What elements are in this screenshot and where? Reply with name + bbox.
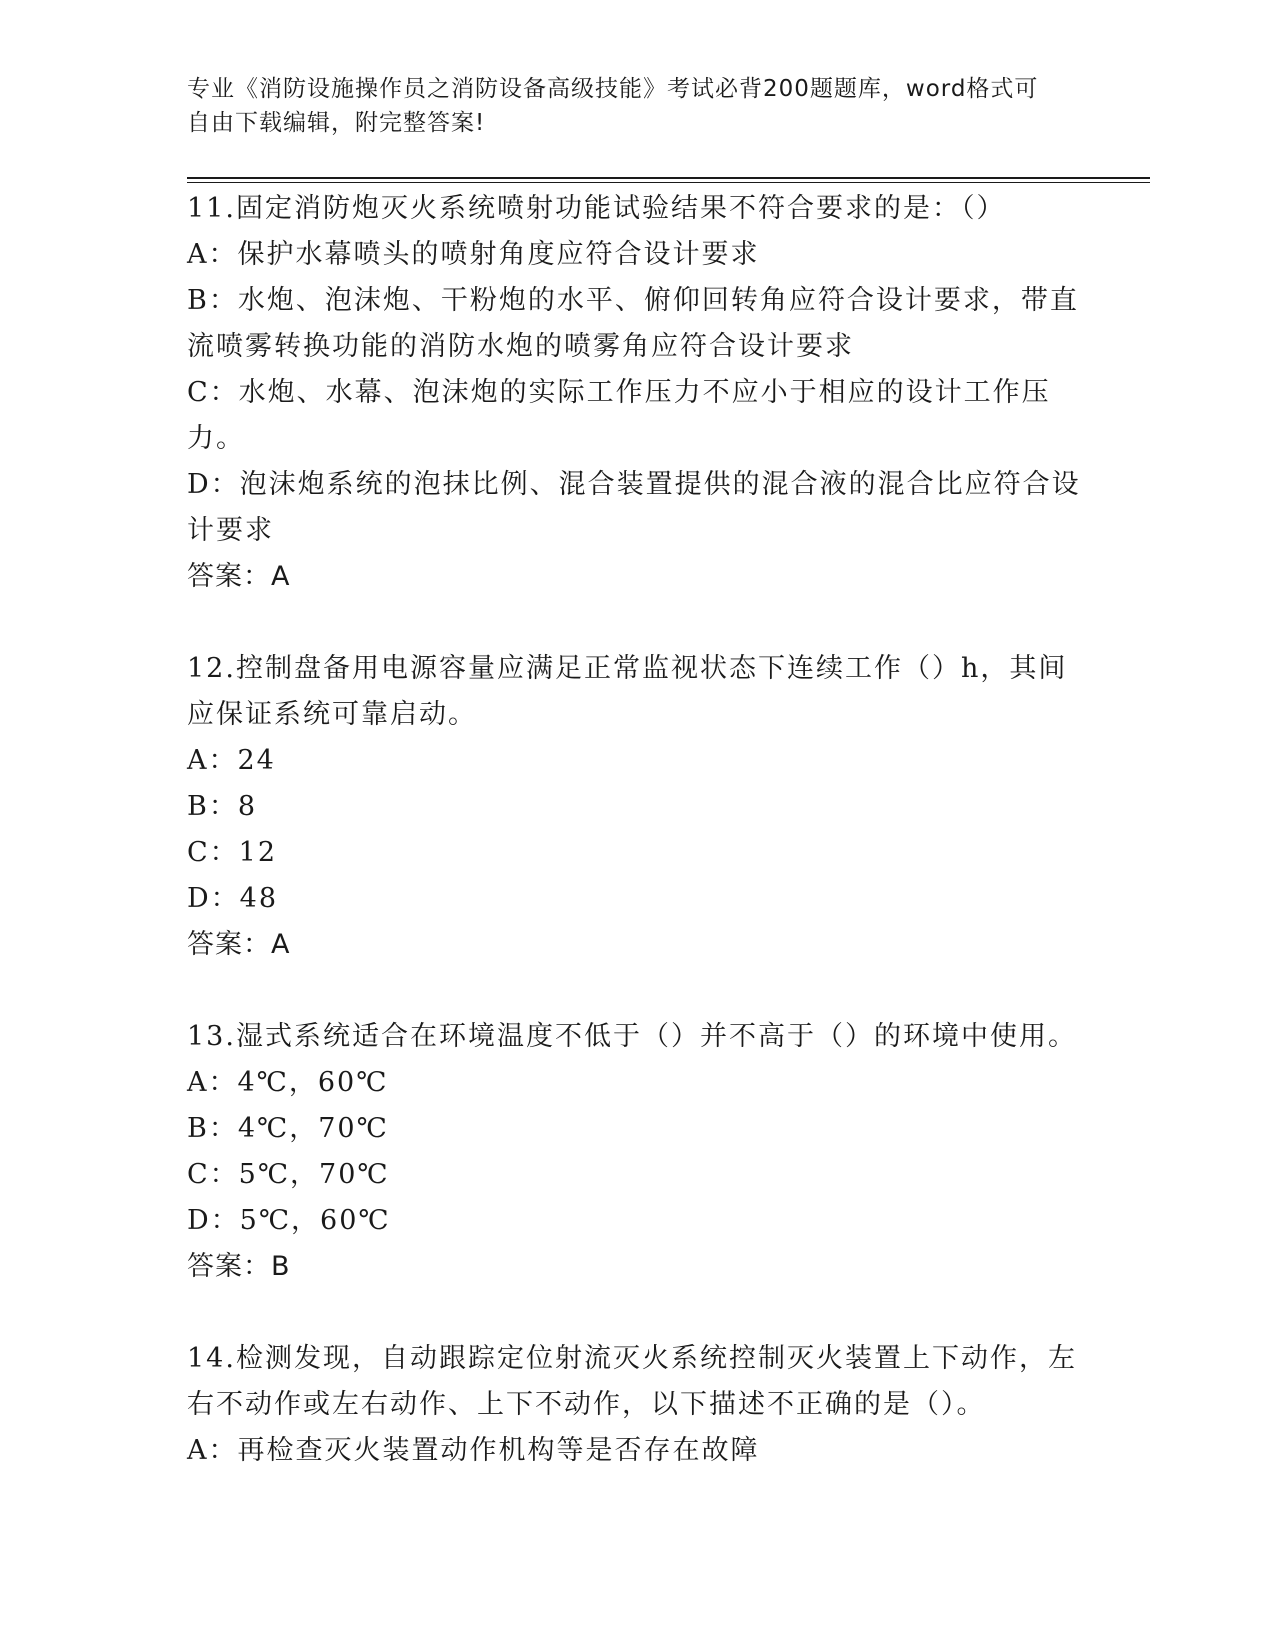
- document-header: [187, 72, 1067, 140]
- option-b: B：4℃，70℃: [187, 1113, 389, 1144]
- question-stem: 13.湿式系统适合在环境温度不低于（）并不高于（）的环境中使用。: [187, 1021, 1077, 1052]
- question-stem: 12.控制盘备用电源容量应满足正常监视状态下连续工作（）h，其间应保证系统可靠启动。: [187, 653, 1068, 730]
- answer-line: 答案：A: [187, 929, 291, 960]
- option-c: C：5℃，70℃: [187, 1159, 390, 1190]
- option-c: C：水炮、水幕、泡沫炮的实际工作压力不应小于相应的设计工作压力。: [187, 377, 1051, 454]
- option-b: B：水炮、泡沫炮、干粉炮的水平、俯仰回转角应符合设计要求，带直流喷雾转换功能的消防水炮的喷雾角应符合设计要求: [187, 285, 1079, 362]
- option-a: A：保护水幕喷头的喷射角度应符合设计要求: [187, 239, 760, 270]
- header-divider-thin: [187, 182, 1150, 183]
- question-list: [187, 186, 1087, 1520]
- header-divider-thick: [187, 177, 1150, 179]
- question-11: [187, 186, 1087, 600]
- answer-line: 答案：B: [187, 1251, 291, 1282]
- option-a: A：24: [187, 745, 276, 776]
- option-d: D：48: [187, 883, 279, 914]
- option-a: A：再检查灭火装置动作机构等是否存在故障: [187, 1435, 760, 1466]
- question-stem: 14.检测发现，自动跟踪定位射流灭火系统控制灭火装置上下动作，左右不动作或左右动作、上下不动作，以下描述不正确的是（）。: [187, 1343, 1077, 1420]
- option-d: D：5℃，60℃: [187, 1205, 391, 1236]
- option-a: A：4℃，60℃: [187, 1067, 389, 1098]
- header-line-2: 自由下载编辑，附完整答案!: [187, 110, 486, 136]
- option-d: D：泡沫炮系统的泡抹比例、混合装置提供的混合液的混合比应符合设计要求: [187, 469, 1081, 546]
- option-b: B：8: [187, 791, 258, 822]
- question-13: [187, 1014, 1087, 1290]
- answer-line: 答案：A: [187, 561, 291, 592]
- question-stem: 11.固定消防炮灭火系统喷射功能试验结果不符合要求的是：（）: [187, 193, 1006, 224]
- header-line-1: 专业《消防设施操作员之消防设备高级技能》考试必背200题题库，word格式可: [187, 76, 1039, 102]
- option-c: C：12: [187, 837, 278, 868]
- question-14: [187, 1336, 1087, 1474]
- question-12: [187, 646, 1087, 968]
